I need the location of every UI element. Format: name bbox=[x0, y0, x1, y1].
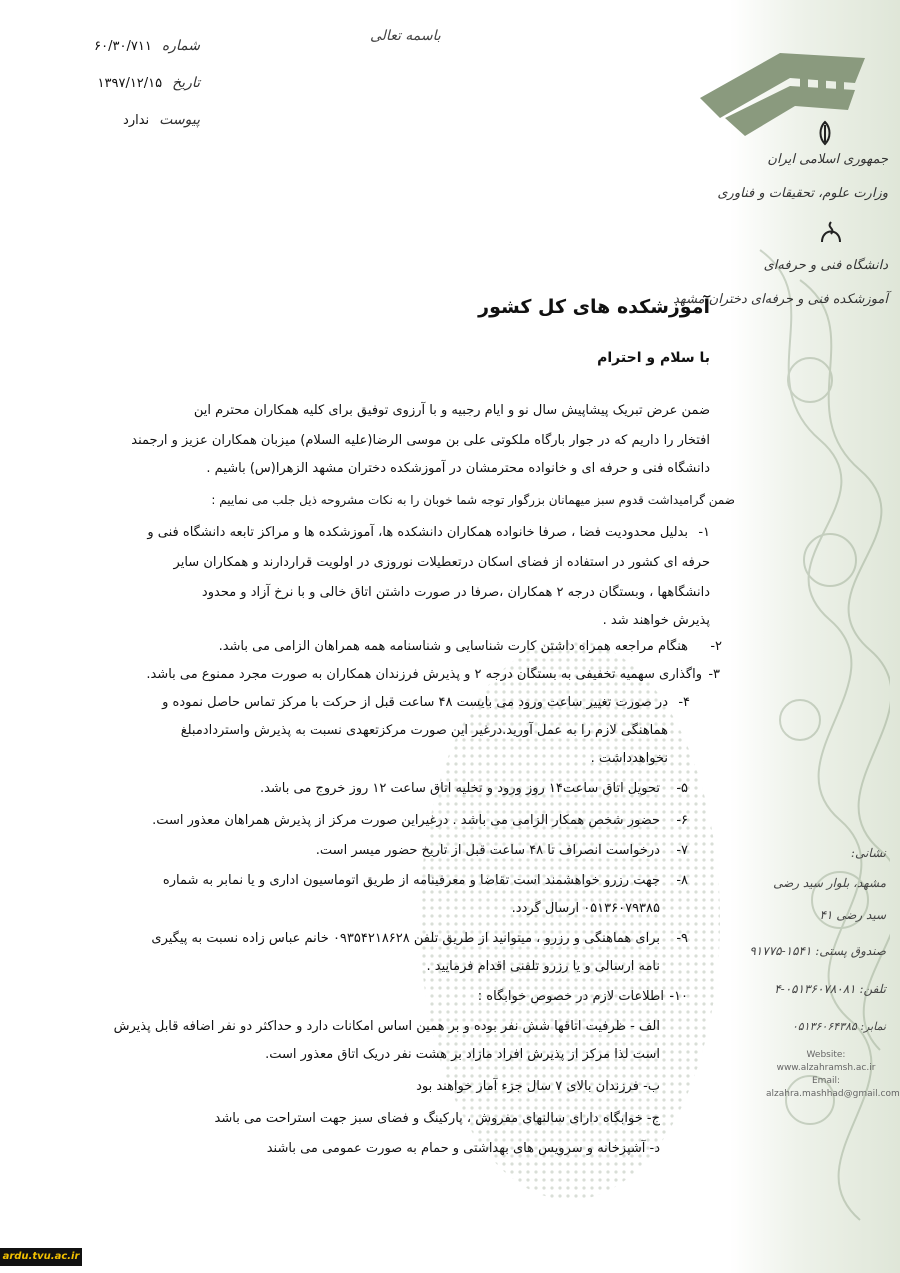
item-6-line-1: حضور شخص همکار الزامی می باشد . درغیراین صورت مرکز از پذیرش همراهان معذور است. bbox=[152, 813, 660, 828]
letter-title: آموزشکده های کل کشور bbox=[478, 296, 710, 318]
letter-meta bbox=[60, 28, 200, 139]
item-1-line-3: دانشگاهها ، وبستگان درجه ۲ همکاران ،صرفا در صورت داشتن اتاق خالی و با نرخ آزاد و محدود bbox=[201, 585, 710, 600]
country-name: جمهوری اسلامی ایران bbox=[767, 152, 888, 167]
meta-attachment-row bbox=[60, 102, 200, 139]
item-4-line-2: هماهنگی لازم را به عمل آورید.درغیر این صورت مرکزتعهدی نسبت به پذیرش واستردادمبلغ bbox=[180, 723, 668, 738]
date-value: ۱۳۹۷/۱۲/۱۵ bbox=[97, 76, 163, 91]
phone-number: تلفن: ۰۵۱۳۶۰۷۸۰۸۱-۴ bbox=[774, 982, 886, 996]
item-3-line-1: واگذاری سهمیه تخفیفی به بستگان درجه ۲ و پذیرش فرزندان همکاران به صورت مجرد ممنوع می باشد. bbox=[146, 667, 702, 682]
ministry-name: وزارت علوم، تحقیقات و فناوری bbox=[717, 186, 888, 201]
college-name: آموزشکده فنی و حرفه‌ای دختران مشهد bbox=[673, 292, 888, 307]
address-line-1: مشهد، بلوار سید رضی bbox=[773, 876, 886, 890]
email-address[interactable]: alzahra.mashhad@gmail.com bbox=[766, 1089, 900, 1099]
item-1-line-4: پذیرش خواهند شد . bbox=[602, 613, 710, 628]
intro-line-2: افتخار را داریم که در جوار بارگاه ملکوتی علی بن موسی الرضا(علیه السلام) میزبان همکاران عزیز و ارجمند bbox=[131, 433, 710, 448]
lead-paragraph: ضمن گرامیداشت قدوم سبز میهمانان بزرگوار توجه شما خوبان را به نکات مشروحه ذیل جلب می نماییم : bbox=[211, 493, 735, 507]
item-6-number: ۶- bbox=[676, 813, 688, 828]
website-label: Website: bbox=[806, 1050, 846, 1060]
item-10-number: ۱۰- bbox=[669, 989, 688, 1004]
item-7-number: ۷- bbox=[676, 843, 688, 858]
site-watermark[interactable]: ardu.tvu.ac.ir bbox=[0, 1248, 82, 1266]
address-line-2: سید رضی ۴۱ bbox=[819, 908, 886, 922]
item-3-number: ۳- bbox=[708, 667, 720, 682]
university-emblem-icon bbox=[818, 218, 844, 246]
item-2-number: ۲- bbox=[710, 639, 722, 654]
sub-item-b: ب- فرزندان بالای ۷ سال جزء آمار خواهند بود bbox=[416, 1079, 660, 1094]
address-label: نشانی: bbox=[850, 846, 886, 860]
item-9-line-2: نامه ارسالی و یا رزرو تلفنی اقدام فرمایید . bbox=[426, 959, 660, 974]
item-1-number: ۱- bbox=[698, 525, 710, 540]
sub-item-d: د- آشپزخانه و سرویس های بهداشتی و حمام به صورت عمومی می باشند bbox=[266, 1141, 660, 1156]
date-label: تاریخ bbox=[172, 75, 200, 91]
item-1-line-2: حرفه ای کشور در استفاده از فضای اسکان درتعطیلات نوروزی در اولویت قراردارند و همکاران سایر bbox=[173, 555, 710, 570]
number-value: ۶۰/۳۰/۷۱۱ bbox=[94, 39, 152, 54]
fax-number: نمابر: ۰۵۱۳۶۰۶۴۳۸۵ bbox=[791, 1020, 886, 1033]
iran-emblem-icon bbox=[812, 120, 838, 146]
intro-line-1: ضمن عرض تبریک پیشاپیش سال نو و ایام رجبیه و با آرزوی توفیق برای کلیه همکاران محترم این bbox=[193, 403, 710, 418]
item-4-line-3: نخواهدداشت . bbox=[590, 751, 668, 766]
letter-greeting: با سلام و احترام bbox=[597, 350, 710, 366]
sub-item-c: ج- خوابگاه دارای سالنهای مفروش ، پارکینگ و فضای سبز جهت استراحت می باشد bbox=[214, 1111, 660, 1126]
item-9-line-1: برای هماهنگی و رزرو ، میتوانید از طریق تلفن ۰۹۳۵۴۲۱۸۶۲۸ خانم عباس زاده نسبت به پیگیری bbox=[151, 931, 660, 946]
sub-item-a-line-1: الف - ظرفیت اتاقها شش نفر بوده و بر همین اساس امکانات دارد و حداکثر دو نفر اضافه قابل پذیرش bbox=[113, 1019, 660, 1034]
intro-line-3: دانشگاه فنی و حرفه ای و خانواده محترمشان در آموزشکده دختران مشهد الزهرا(س) باشیم . bbox=[206, 461, 710, 476]
item-8-number: ۸- bbox=[676, 873, 688, 888]
item-8-line-2: ۰۵۱۳۶۰۷۹۳۸۵ ارسال گردد. bbox=[511, 901, 660, 916]
meta-date-row bbox=[60, 65, 200, 102]
item-5-number: ۵- bbox=[676, 781, 688, 796]
item-7-line-1: درخواست انصراف تا ۴۸ ساعت قبل از تاریخ حضور میسر است. bbox=[315, 843, 660, 858]
item-5-line-1: تحویل اتاق ساعت۱۴ روز ورود و تخلیه اتاق ساعت ۱۲ روز خروج می باشد. bbox=[259, 781, 660, 796]
meta-number-row bbox=[60, 28, 200, 65]
postal-box: صندوق پستی: ۱۵۴۱-۹۱۷۷۵ bbox=[749, 944, 886, 958]
attachment-label: پیوست bbox=[159, 112, 200, 128]
item-9-number: ۹- bbox=[676, 931, 688, 946]
item-10-line-1: اطلاعات لازم در خصوص خوابگاه : bbox=[477, 989, 664, 1004]
item-2-line-1: هنگام مراجعه همراه داشتن کارت شناسایی و شناسنامه همه همراهان الزامی می باشد. bbox=[218, 639, 688, 654]
email-label: Email: bbox=[811, 1076, 840, 1086]
basmala: باسمه تعالی bbox=[370, 28, 441, 44]
attachment-value: ندارد bbox=[123, 113, 150, 128]
university-name: دانشگاه فنی و حرفه‌ای bbox=[763, 258, 888, 273]
website-url[interactable]: www.alzahramsh.ac.ir bbox=[776, 1063, 876, 1073]
item-4-number: ۴- bbox=[678, 695, 690, 710]
tvu-logo-icon bbox=[690, 38, 875, 148]
item-4-line-1: در صورت تغییر ساعت ورود می بایست ۴۸ ساعت قبل از حرکت با مرکز تماس حاصل نموده و bbox=[162, 695, 668, 710]
item-1-line-1: بدلیل محدودیت فضا ، صرفا خانواده همکاران دانشکده ها، آموزشکده ها و مراکز تابعه دانشگاه فنی و bbox=[147, 525, 688, 540]
item-8-line-1: جهت رزرو خواهشمند است تقاضا و معرفینامه از طریق اتوماسیون اداری و یا نمابر به شماره bbox=[162, 873, 660, 888]
number-label: شماره bbox=[161, 38, 200, 54]
sub-item-a-line-2: است لذا مرکز از پذیرش افراد مازاد بر هشت نفر دریک اتاق معذور است. bbox=[265, 1047, 660, 1062]
